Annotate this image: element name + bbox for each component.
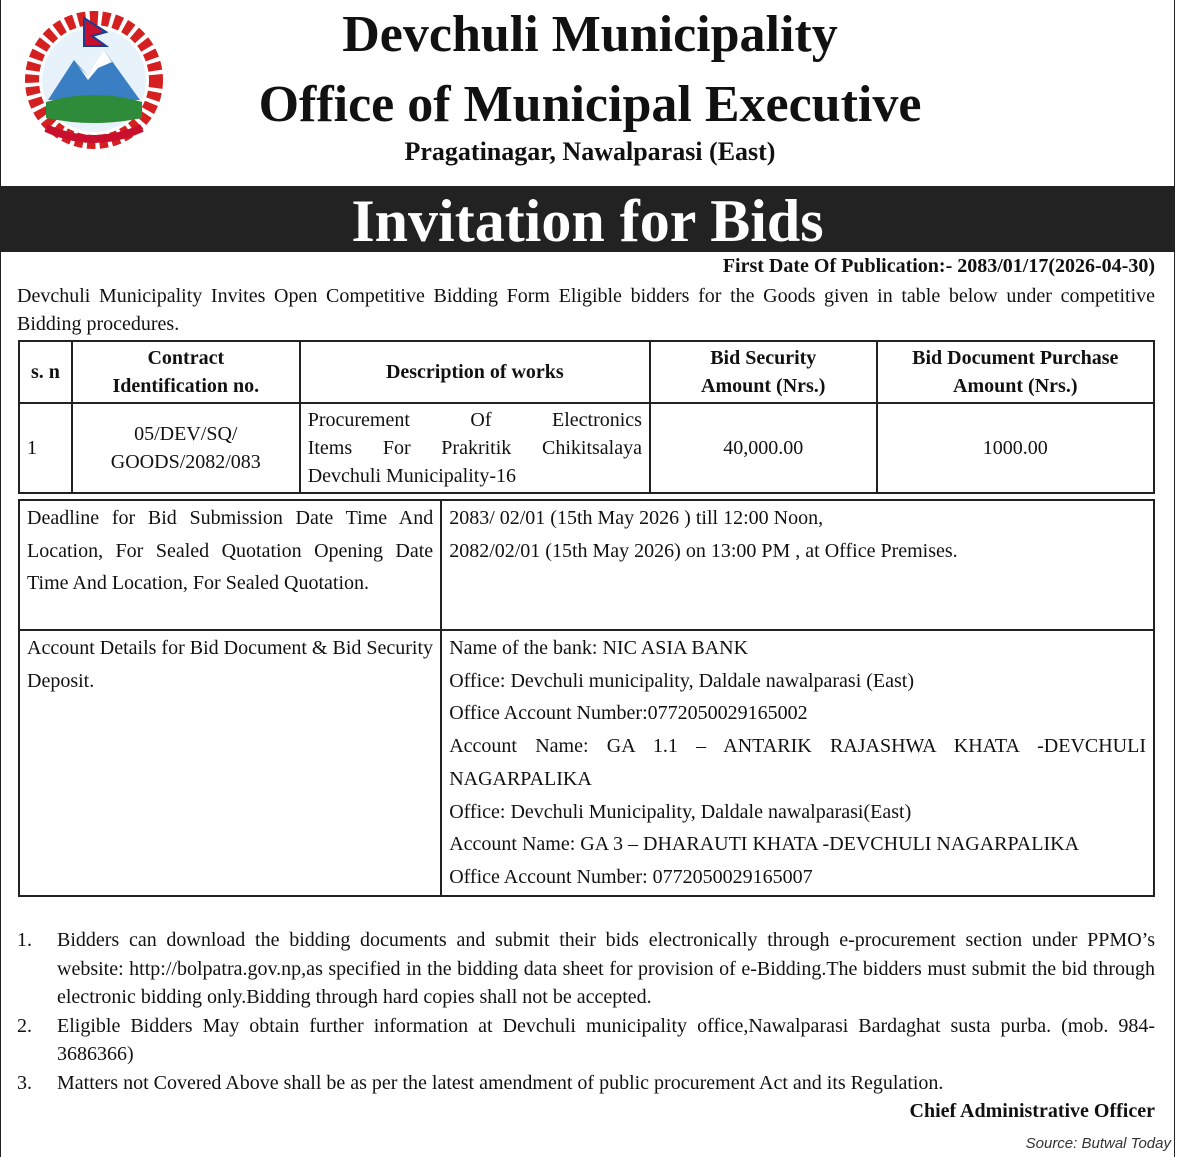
header-contract-line2: Identification no.	[112, 375, 260, 397]
account-label: Account Details for Bid Document & Bid Security Deposit.	[19, 630, 441, 896]
account-name1: Account Name: GA 1.1 – ANTARIK RAJASHWA KHATA -DEVCHULI NAGARPALIKA	[449, 735, 1146, 790]
publication-date: First Date Of Publication:- 2083/01/17(2026-04-30)	[722, 255, 1155, 277]
municipality-name: Devchuli Municipality	[342, 6, 838, 63]
office-address: Pragatinagar, Nawalparasi (East)	[404, 137, 776, 166]
nepal-emblem-icon	[16, 10, 172, 152]
account-number2: Office Account Number: 0772050029165007	[449, 865, 813, 888]
table-row	[19, 403, 1154, 493]
cell-desc-line3: Devchuli Municipality-16	[307, 465, 516, 487]
note-text: Matters not Covered Above shall be as per the latest amendment of public procurement Act and its Regulation.	[57, 1071, 944, 1094]
note-number: 3.	[17, 1071, 32, 1094]
header-description: Description of works	[300, 341, 650, 403]
cell-contract	[72, 403, 300, 493]
header-purchase-line1: Bid Document Purchase	[912, 347, 1119, 369]
cell-purchase: 1000.00	[877, 403, 1154, 493]
banner-title: Invitation for Bids	[351, 188, 824, 254]
header-purchase	[877, 341, 1154, 403]
deadline-line2: 2082/02/01 (15th May 2026) on 13:00 PM , at Office Premises.	[449, 539, 958, 562]
signature: Chief Administrative Officer	[909, 1100, 1155, 1122]
note-text: Bidders can download the bidding documents and submit their bids electronically through e-procurement section under PPMO’s website: http://bolpatra.gov.np,as specified in the bidding data sheet for provision of e-Bidding.The bidders must submit the bid through electronic bidding only.Bidding through hard copies shall not be accepted.	[57, 929, 1155, 1008]
note-text: Eligible Bidders May obtain further information at Devchuli municipality office,Nawalparasi Bardaghat susta purba. (mob. 984-3686366)	[57, 1014, 1155, 1065]
cell-contract-line2: GOODS/2082/083	[110, 451, 261, 473]
account-name2: Account Name: GA 3 – DHARAUTI KHATA -DEVCHULI NAGARPALIKA	[449, 833, 1080, 856]
office-line2: Office: Devchuli Municipality, Daldale nawalparasi(East)	[449, 800, 912, 823]
details-table	[18, 499, 1155, 897]
bid-table	[18, 340, 1155, 494]
header-contract	[72, 341, 300, 403]
cell-sn: 1	[19, 403, 72, 493]
header-security-line2: Amount (Nrs.)	[701, 375, 826, 397]
bid-table-header	[19, 341, 1154, 403]
intro-paragraph: Devchuli Municipality Invites Open Competitive Bidding Form Eligible bidders for the Goods given in table below under competitive Bidding procedures.	[17, 285, 1155, 335]
office-line1: Office: Devchuli municipality, Daldale nawalparasi (East)	[449, 669, 915, 692]
list-item	[17, 926, 1155, 1012]
cell-contract-line1: 05/DEV/SQ/	[134, 423, 238, 445]
deadline-line1: 2083/ 02/01 (15th May 2026 ) till 12:00 Noon,	[449, 507, 824, 529]
account-number1: Office Account Number:0772050029165002	[449, 702, 808, 725]
office-name: Office of Municipal Executive	[258, 76, 922, 133]
header-security-line1: Bid Security	[710, 347, 817, 369]
cell-desc-line1: Procurement Of Electronics	[307, 409, 642, 431]
deadline-row	[19, 500, 1154, 630]
deadline-value	[441, 500, 1154, 630]
list-item	[17, 1069, 1155, 1098]
source-credit: Source: Butwal Today	[1025, 1135, 1171, 1152]
header-contract-line1: Contract	[147, 347, 225, 369]
cell-description	[300, 403, 650, 493]
cell-desc-line2: Items For Prakritik Chikitsalaya	[307, 437, 642, 459]
header-security	[650, 341, 877, 403]
note-number: 1.	[17, 929, 32, 951]
account-details	[441, 630, 1154, 896]
notes-list	[17, 926, 1155, 1097]
header-sn: s. n	[19, 341, 72, 403]
list-item	[17, 1012, 1155, 1069]
account-row	[19, 630, 1154, 896]
bank-name: Name of the bank: NIC ASIA BANK	[449, 637, 749, 659]
cell-security: 40,000.00	[650, 403, 877, 493]
note-number: 2.	[17, 1014, 32, 1037]
deadline-label: Deadline for Bid Submission Date Time And Location, For Sealed Quotation Opening Date Time And Location, For Sealed Quotation.	[19, 500, 441, 630]
header-purchase-line2: Amount (Nrs.)	[953, 375, 1078, 397]
